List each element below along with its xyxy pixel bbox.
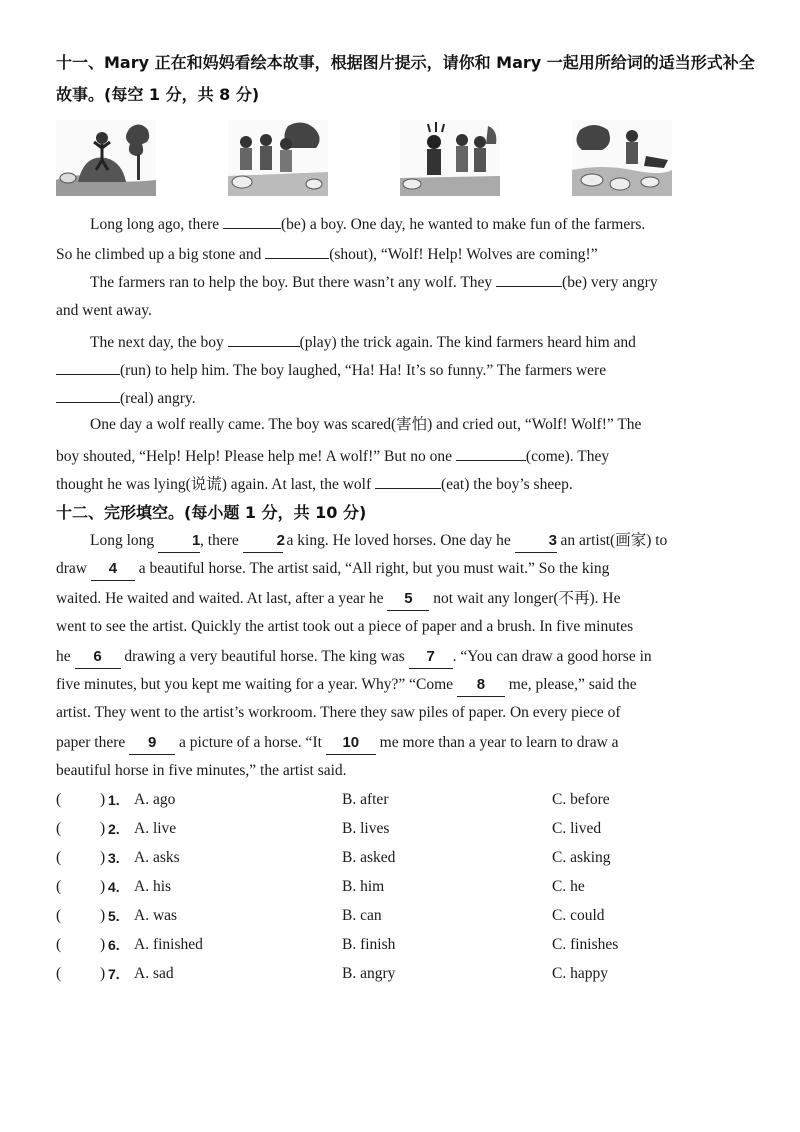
option-a[interactable]: A. asks xyxy=(134,849,180,866)
section-11-title-line2: 故事。(每空 1 分，共 8 分) xyxy=(56,85,260,104)
option-c[interactable]: C. finishes xyxy=(552,936,619,953)
angry-farmers-picture xyxy=(400,120,500,196)
answer-paren-left[interactable]: ( xyxy=(56,878,62,895)
cloze-blank-1[interactable]: 1 xyxy=(158,530,200,553)
cloze-blank-6[interactable]: 6 xyxy=(75,646,121,669)
answer-blank-be-1[interactable] xyxy=(223,212,281,229)
cloze-line-2: draw 4 a beautiful horse. The artist said, “All right, but you must wait.” So the king xyxy=(56,558,768,581)
answer-blank-play[interactable] xyxy=(228,330,300,347)
cloze-blank-10[interactable]: 10 xyxy=(326,732,376,755)
answer-paren-right: ) xyxy=(100,965,106,982)
option-c[interactable]: C. he xyxy=(552,878,585,895)
answer-blank-eat[interactable] xyxy=(375,472,441,489)
story-line-5: The next day, the boy (play) the trick again. The kind farmers heard him and xyxy=(56,330,768,354)
option-a[interactable]: A. finished xyxy=(134,936,203,953)
section-12-title: 十二、完形填空。(每小题 1 分，共 10 分) xyxy=(56,503,367,522)
option-a[interactable]: A. live xyxy=(134,820,177,837)
option-a[interactable]: A. ago xyxy=(134,791,176,808)
cloze-line-4: went to see the artist. Quickly the artist took out a piece of paper and a brush. In five minutes xyxy=(56,618,634,635)
cloze-line-8: paper there 9 a picture of a horse. “It 10 me more than a year to learn to draw a xyxy=(56,732,768,755)
answer-paren-right: ) xyxy=(100,849,106,866)
answer-blank-shout[interactable] xyxy=(265,242,329,259)
cloze-line-9: beautiful horse in five minutes,” the artist said. xyxy=(56,762,347,779)
answer-paren-right: ) xyxy=(100,878,106,895)
option-b[interactable]: B. angry xyxy=(342,965,396,982)
question-number: 2. xyxy=(108,821,120,837)
question-row xyxy=(56,962,768,986)
cloze-blank-2[interactable]: 2 xyxy=(243,530,283,553)
story-line-4: and went away. xyxy=(56,302,152,319)
question-number: 5. xyxy=(108,908,120,924)
answer-blank-real[interactable] xyxy=(56,386,120,403)
cloze-blank-5[interactable]: 5 xyxy=(387,588,429,611)
option-b[interactable]: B. asked xyxy=(342,849,396,866)
question-row xyxy=(56,933,768,957)
answer-paren-left[interactable]: ( xyxy=(56,791,62,808)
answer-paren-right: ) xyxy=(100,936,106,953)
answer-paren-left[interactable]: ( xyxy=(56,820,62,837)
option-c[interactable]: C. could xyxy=(552,907,605,924)
option-a[interactable]: A. sad xyxy=(134,965,174,982)
option-a[interactable]: A. his xyxy=(134,878,172,895)
option-b[interactable]: B. can xyxy=(342,907,382,924)
cloze-line-5: he 6 drawing a very beautiful horse. The king was 7 . “You can draw a good horse in xyxy=(56,646,768,669)
story-line-9: boy shouted, “Help! Help! Please help me! A wolf!” But no one (come). They xyxy=(56,444,768,468)
question-number: 1. xyxy=(108,792,120,808)
question-row xyxy=(56,846,768,870)
question-number: 3. xyxy=(108,850,120,866)
answer-paren-left[interactable]: ( xyxy=(56,849,62,866)
cloze-line-1: Long long 1, there 2 a king. He loved horses. One day he 3 an artist(画家) to xyxy=(56,530,768,553)
answer-paren-left[interactable]: ( xyxy=(56,936,62,953)
question-row xyxy=(56,788,768,812)
boy-shouting-picture xyxy=(228,120,328,196)
option-b[interactable]: B. lives xyxy=(342,820,390,837)
answer-paren-right: ) xyxy=(100,791,106,808)
option-c[interactable]: C. lived xyxy=(552,820,602,837)
cloze-blank-9[interactable]: 9 xyxy=(129,732,175,755)
answer-blank-be-2[interactable] xyxy=(496,270,562,287)
story-line-2: So he climbed up a big stone and (shout), “Wolf! Help! Wolves are coming!” xyxy=(56,242,768,266)
question-number: 6. xyxy=(108,937,120,953)
answer-paren-left[interactable]: ( xyxy=(56,907,62,924)
option-c[interactable]: C. happy xyxy=(552,965,608,982)
cloze-line-3: waited. He waited and waited. At last, after a year he 5 not wait any longer(不再). He xyxy=(56,588,768,611)
question-row xyxy=(56,817,768,841)
option-b[interactable]: B. after xyxy=(342,791,389,808)
story-line-7: (real) angry. xyxy=(56,386,768,410)
cloze-line-6: five minutes, but you kept me waiting for a year. Why?” “Come 8 me, please,” said the xyxy=(56,674,768,697)
section-11-title-line1: 十一、Mary 正在和妈妈看绘本故事，根据图片提示，请你和 Mary 一起用所给词的适当形式补全 xyxy=(56,53,755,72)
boy-on-rock-picture xyxy=(56,120,156,196)
question-number: 4. xyxy=(108,879,120,895)
option-c[interactable]: C. asking xyxy=(552,849,611,866)
option-b[interactable]: B. him xyxy=(342,878,385,895)
answer-paren-right: ) xyxy=(100,907,106,924)
story-line-8: One day a wolf really came. The boy was scared(害怕) and cried out, “Wolf! Wolf!” The xyxy=(90,416,642,433)
wolf-eating-sheep-picture xyxy=(572,120,672,196)
cloze-blank-3[interactable]: 3 xyxy=(515,530,557,553)
answer-paren-right: ) xyxy=(100,820,106,837)
answer-paren-left[interactable]: ( xyxy=(56,965,62,982)
cloze-blank-7[interactable]: 7 xyxy=(409,646,453,669)
story-pictures xyxy=(56,120,768,198)
cloze-blank-8[interactable]: 8 xyxy=(457,674,505,697)
story-line-1: Long long ago, there (be) a boy. One day, he wanted to make fun of the farmers. xyxy=(56,212,768,236)
story-line-6: (run) to help him. The boy laughed, “Ha! Ha! It’s so funny.” The farmers were xyxy=(56,358,768,382)
question-row xyxy=(56,875,768,899)
cloze-blank-4[interactable]: 4 xyxy=(91,558,135,581)
story-line-3: The farmers ran to help the boy. But there wasn’t any wolf. They (be) very angry xyxy=(56,270,768,294)
option-b[interactable]: B. finish xyxy=(342,936,396,953)
answer-blank-come[interactable] xyxy=(456,444,526,461)
option-a[interactable]: A. was xyxy=(134,907,178,924)
cloze-line-7: artist. They went to the artist’s workroom. There they saw piles of paper. On every piece of xyxy=(56,704,621,721)
option-c[interactable]: C. before xyxy=(552,791,610,808)
question-row xyxy=(56,904,768,928)
story-line-10: thought he was lying(说谎) again. At last, the wolf (eat) the boy’s sheep. xyxy=(56,472,768,496)
answer-blank-run[interactable] xyxy=(56,358,120,375)
question-number: 7. xyxy=(108,966,120,982)
